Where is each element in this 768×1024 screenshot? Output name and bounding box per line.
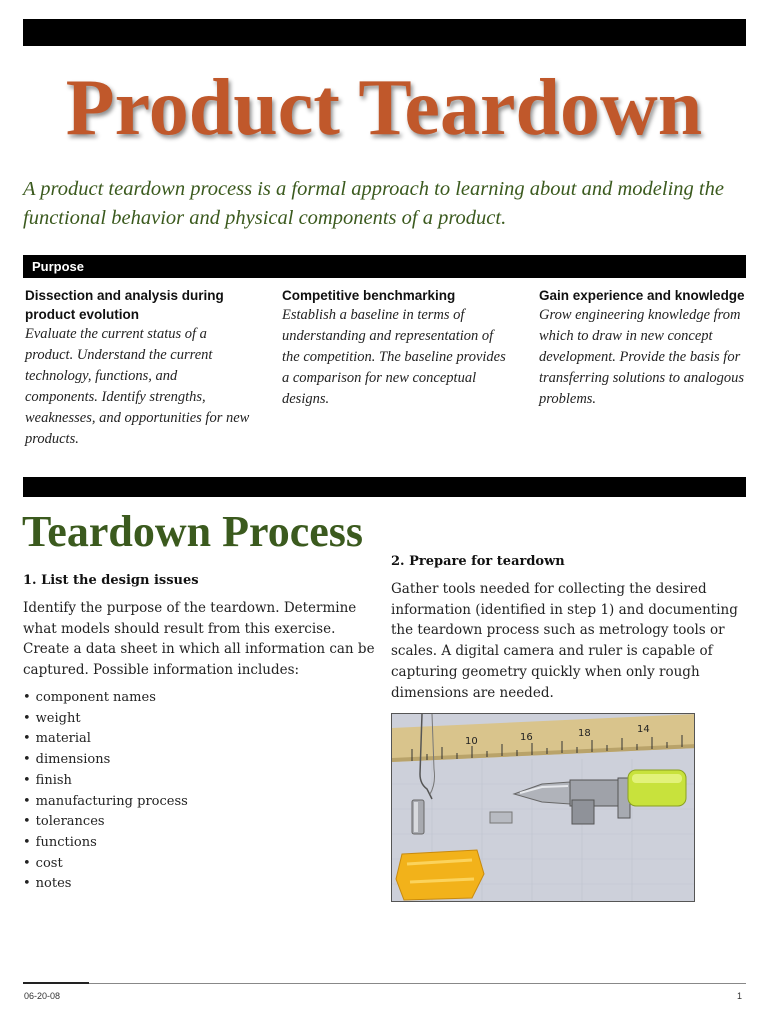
list-item: • component names (23, 688, 353, 709)
purpose-column-benchmarking (282, 286, 507, 410)
list-item: • dimensions (23, 750, 353, 771)
purpose-column-dissection (25, 286, 250, 450)
ruler-label: 16 (520, 732, 533, 743)
list-item: • cost (23, 854, 353, 875)
list-item: • manufacturing process (23, 792, 353, 813)
section-title: Teardown Process (22, 507, 363, 556)
header-rule (23, 19, 746, 46)
ruler-label: 18 (578, 728, 591, 739)
footer-date: 06-20-08 (24, 991, 61, 1001)
step2-heading: 2. Prepare for teardown (391, 554, 565, 569)
step1-body: Identify the purpose of the teardown. Determine what models should result from this exercise. Create a data sheet in which all information can be captured. Possible information includes: (23, 600, 375, 679)
list-item: • weight (23, 709, 353, 730)
list-item: • functions (23, 833, 353, 854)
ruler-label: 14 (637, 724, 650, 735)
purpose-body: Establish a baseline in terms of understanding and representation of the competition. The baseline provides a comparison for new conceptual designs. (282, 307, 506, 407)
purpose-heading: Dissection and analysis during product evolution (25, 288, 224, 322)
step1-heading: 1. List the design issues (23, 573, 199, 588)
ruler-label: 10 (465, 736, 478, 747)
teardown-photo (391, 713, 695, 902)
footer-accent-rule (23, 982, 89, 984)
purpose-heading: Competitive benchmarking (282, 288, 456, 303)
list-item: • material (23, 729, 353, 750)
purpose-section-header: Purpose (23, 255, 746, 278)
list-item: • tolerances (23, 812, 353, 833)
purpose-body: Grow engineering knowledge from which to draw in new concept development. Provide the basis for transferring solutions to analogous problems. (539, 307, 745, 407)
purpose-column-experience (539, 286, 749, 410)
purpose-heading: Gain experience and knowledge (539, 288, 745, 303)
list-item: • notes (23, 874, 353, 895)
list-item: • finish (23, 771, 353, 792)
section-divider (23, 477, 746, 497)
purpose-body: Evaluate the current status of a product. Understand the current technology, functions, and components. Identify strengths, weaknesses, and opportunities for new products. (25, 326, 250, 447)
footer-rule (23, 983, 746, 984)
page-title: Product Teardown (65, 64, 703, 152)
intro-text: A product teardown process is a formal approach to learning about and modeling the functional behavior and physical components of a product. (23, 178, 724, 229)
page-number: 1 (737, 991, 743, 1001)
information-list (23, 688, 353, 895)
step2-body: Gather tools needed for collecting the desired information (identified in step 1) and documenting the teardown process such as metrology tools or scales. A digital camera and ruler is capable of capturing geometry quickly when only rough dimensions are needed. (391, 581, 738, 701)
